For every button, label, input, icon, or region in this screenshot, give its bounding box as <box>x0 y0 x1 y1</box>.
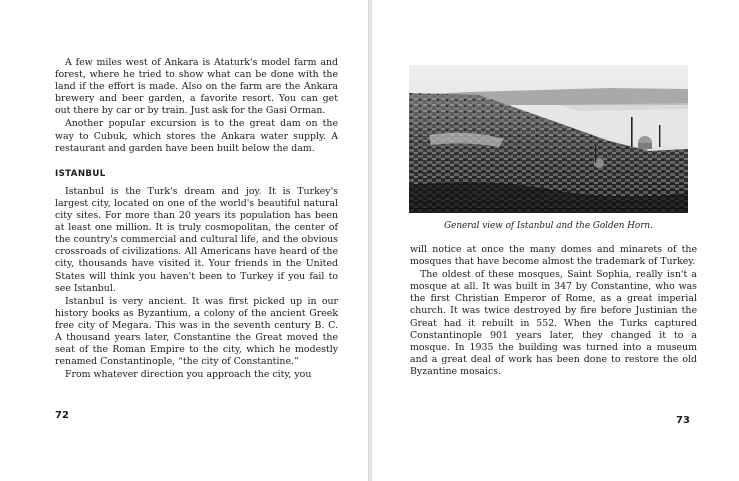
right-page <box>372 0 739 481</box>
paragraph-istanbul-history: Istanbul is very ancient. It was first picked up in our history books as Byzantium, a colony of the ancient Greek free city of Megara. This was in the seventh century B. C. A thousand years later, Constantine the Great moved the seat of the Roman Empire to the city, which he modestly renamed Constantinople, “the city of Constantine.” <box>55 295 338 368</box>
istanbul-photo <box>409 65 688 213</box>
page-number-left: 72 <box>55 410 69 421</box>
paragraph-continued-domes: will notice at once the many domes and minarets of the mosques that have become almost the trademark of Turkey. <box>410 244 697 268</box>
page-number-right: 73 <box>676 415 690 426</box>
paragraph-istanbul-intro: Istanbul is the Turk's dream and joy. It is Turkey's largest city, located on one of the world's beautiful natural city sites. For more than 20 years its population has been at least one million. It is truly cosmopolitan, the center of the country's commercial and cultural life, and the obvious crossroads of civilizations. All Americans have heard of the city, thousands have visited it. Your friends in the United States will think you haven't been to Turkey if you fail to see Istanbul. <box>55 185 338 294</box>
photo-caption: General view of Istanbul and the Golden Horn. <box>444 221 653 231</box>
istanbul-photo-image <box>409 65 688 213</box>
paragraph-saint-sophia: The oldest of these mosques, Saint Sophia, really isn't a mosque at all. It was built in 347 by Constantine, who was the first Christian Emperor of Rome, as a great imperial church. It was twice destroyed by fire before Justinian the Great had it rebuilt in 552. When the Turks captured Constantinople 901 years later, they changed it to a mosque. In 1935 the building was turned into a museum and a great deal of work has been done to restore the old Byzantine mosaics. <box>410 269 697 377</box>
section-heading-istanbul: ISTANBUL <box>55 168 106 179</box>
paragraph-istanbul-approach: From whatever direction you approach the city, you <box>65 369 312 381</box>
paragraph-cubuk-dam: Another popular excursion is to the great dam on the way to Cubuk, which stores the Ankara water supply. A restaurant and garden have been built below the dam. <box>55 118 338 154</box>
left-page <box>0 0 368 481</box>
left-text-column <box>55 57 338 381</box>
right-text-column <box>410 244 697 378</box>
paragraph-ataturk-farm: A few miles west of Ankara is Ataturk's model farm and forest, where he tried to show what can be done with the land if the effort is made. Also on the farm are the Ankara brewery and beer garden, a favorite resort. You can get out there by car or by train. Just ask for the Gasi Orman. <box>55 57 338 117</box>
